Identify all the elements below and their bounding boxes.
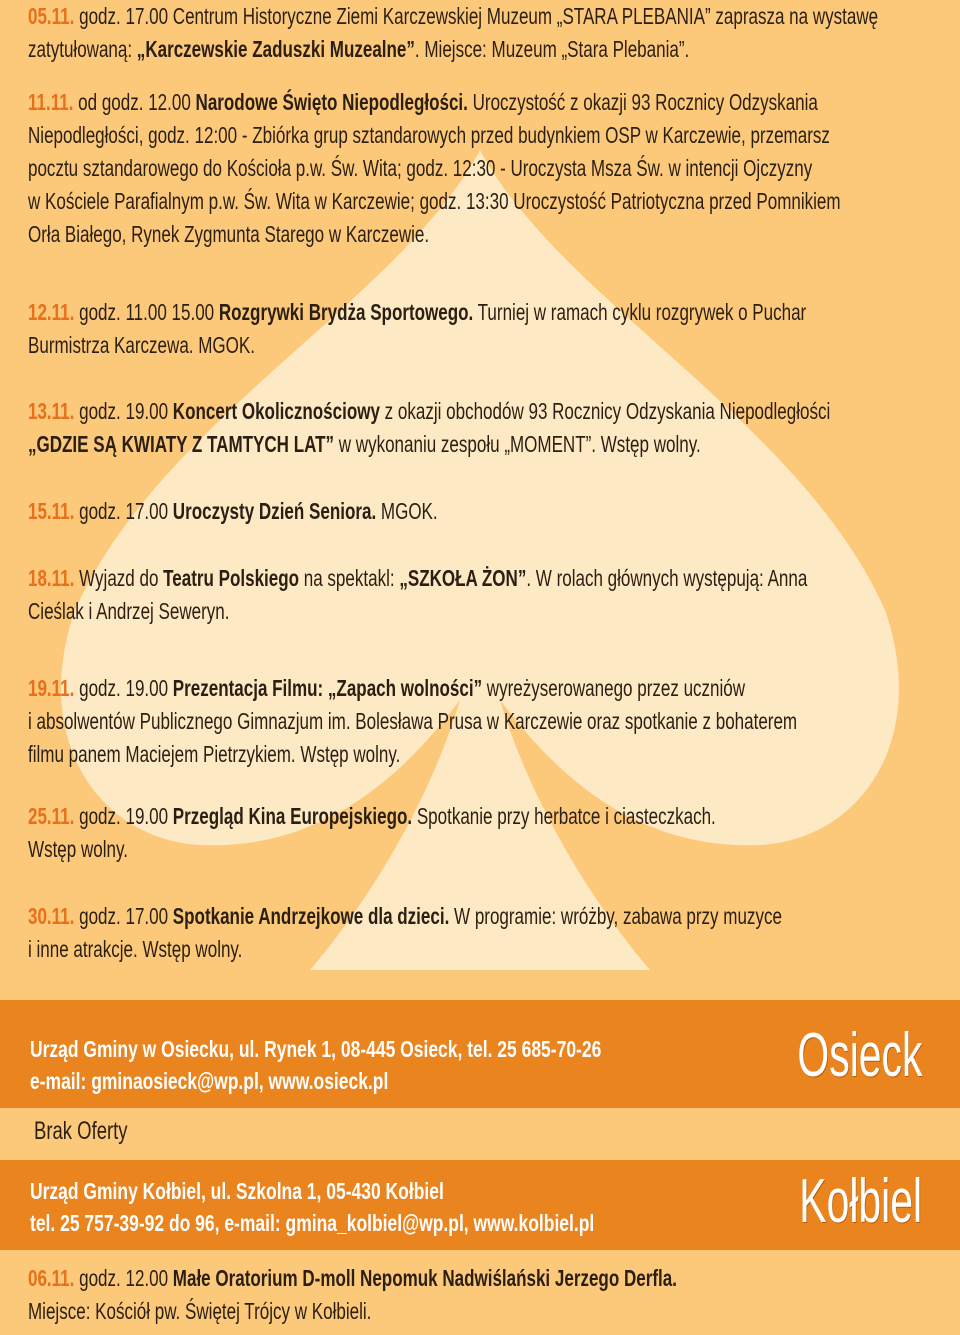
event-text: i inne atrakcje. Wstęp wolny. <box>28 936 243 962</box>
event-highlight: Rozgrywki Brydża Sportowego. <box>218 299 474 325</box>
kolbiel-contact: tel. 25 757-39-92 do 96, e-mail: gmina_kolbiel@wp.pl, www.kolbiel.pl <box>30 1210 595 1236</box>
osieck-contact: e-mail: gminaosieck@wp.pl, www.osieck.pl <box>30 1068 389 1094</box>
event-highlight: Narodowe Święto Niepodległości. <box>195 89 468 115</box>
event-date: 18.11. <box>28 565 75 591</box>
event-line <box>28 495 946 528</box>
event-text: Burmistrza Karczewa. MGOK. <box>28 332 255 358</box>
event-line <box>28 672 946 705</box>
event-line <box>28 595 946 628</box>
event-highlight: Małe Oratorium D-moll Nepomuk Nadwiślański Jerzego Derfla. <box>172 1265 677 1291</box>
event-block <box>28 900 946 966</box>
event-date: 25.11. <box>28 803 75 829</box>
event-text: . Miejsce: Muzeum „Stara Plebania”. <box>414 36 690 62</box>
event-text: filmu panem Maciejem Pietrzykiem. Wstęp wolny. <box>28 741 401 767</box>
event-date: 06.11. <box>28 1265 75 1291</box>
event-text: . W rolach głównych występują: Anna <box>526 565 808 591</box>
event-date: 15.11. <box>28 498 75 524</box>
kolbiel-address: Urząd Gminy Kołbiel, ul. Szkolna 1, 05-430 Kołbiel <box>30 1178 444 1204</box>
event-block <box>28 672 946 771</box>
event-block <box>28 86 946 251</box>
event-date: 05.11. <box>28 3 75 29</box>
event-highlight: „Karczewskie Zaduszki Muzealne” <box>136 36 415 62</box>
event-line <box>28 152 946 185</box>
osieck-no-offer: Brak Oferty <box>34 1117 128 1145</box>
osieck-band <box>0 1000 960 1108</box>
event-text: Wyjazd do <box>79 565 164 591</box>
event-line <box>28 218 946 251</box>
event-text: Spotkanie przy herbatce i ciasteczkach. <box>412 803 716 829</box>
event-line <box>28 738 946 771</box>
event-line <box>28 296 946 329</box>
event-text: na spektakl: <box>299 565 400 591</box>
event-block <box>28 395 946 461</box>
event-highlight: Spotkanie Andrzejkowe dla dzieci. <box>172 903 450 929</box>
event-line <box>28 900 946 933</box>
event-line <box>28 562 946 595</box>
event-line <box>28 185 946 218</box>
kolbiel-band <box>0 1160 960 1250</box>
event-text: MGOK. <box>376 498 438 524</box>
event-text: od godz. 12.00 <box>78 89 196 115</box>
event-text: Uroczystość z okazji 93 Rocznicy Odzyskania <box>467 89 818 115</box>
event-text: W programie: wróżby, zabawa przy muzyce <box>449 903 782 929</box>
event-line <box>28 0 946 33</box>
event-line <box>28 33 946 66</box>
event-text: Cieślak i Andrzej Seweryn. <box>28 598 230 624</box>
event-highlight: Koncert Okolicznościowy <box>172 398 380 424</box>
event-date: 30.11. <box>28 903 75 929</box>
event-text: godz. 19.00 <box>79 803 173 829</box>
event-block <box>28 495 946 528</box>
event-line <box>28 395 946 428</box>
event-highlight: Uroczysty Dzień Seniora. <box>172 498 377 524</box>
event-block <box>28 800 946 866</box>
event-date: 11.11. <box>28 89 74 115</box>
event-text: z okazji obchodów 93 Rocznicy Odzyskania Niepodległości <box>379 398 831 424</box>
osieck-address: Urząd Gminy w Osiecku, ul. Rynek 1, 08-445 Osieck, tel. 25 685-70-26 <box>30 1036 602 1062</box>
event-line <box>28 705 946 738</box>
event-date: 13.11. <box>28 398 75 424</box>
event-line <box>28 329 946 362</box>
event-text: godz. 17.00 <box>79 498 173 524</box>
event-text: godz. 19.00 <box>79 675 173 701</box>
event-line <box>28 1295 946 1328</box>
event-text: Orła Białego, Rynek Zygmunta Starego w Karczewie. <box>28 221 430 247</box>
osieck-town-title: Osieck <box>796 1021 922 1090</box>
event-block <box>28 1262 946 1328</box>
event-text: godz. 12.00 <box>79 1265 173 1291</box>
event-line <box>28 933 946 966</box>
event-text: Niepodległości, godz. 12:00 - Zbiórka grup sztandarowych przed budynkiem OSP w Karczewie, przemarsz <box>28 122 830 148</box>
event-highlight: „SZKOŁA ŻON” <box>399 565 527 591</box>
event-text: godz. 19.00 <box>79 398 173 424</box>
event-text: Turniej w ramach cyklu rozgrywek o Puchar <box>473 299 807 325</box>
event-text: godz. 17.00 <box>79 903 173 929</box>
event-text: Wstęp wolny. <box>28 836 128 862</box>
event-line <box>28 428 946 461</box>
event-text: godz. 17.00 Centrum Historyczne Ziemi Karczewskiej Muzeum „STARA PLEBANIA” zaprasza na wystawę <box>79 3 879 29</box>
event-line <box>28 119 946 152</box>
kolbiel-town-title: Kołbiel <box>799 1167 922 1236</box>
event-highlight: Teatru Polskiego <box>163 565 300 591</box>
event-line <box>28 1262 946 1295</box>
event-highlight: Prezentacja Filmu: „Zapach wolności” <box>172 675 483 701</box>
event-text: w wykonaniu zespołu „MOMENT”. Wstęp wolny. <box>334 431 701 457</box>
event-text: zatytułowaną: <box>28 36 137 62</box>
event-highlight: „GDZIE SĄ KWIATY Z TAMTYCH LAT” <box>28 431 335 457</box>
event-text: godz. 11.00 15.00 <box>79 299 219 325</box>
event-text: pocztu sztandarowego do Kościoła p.w. Św. Wita; godz. 12:30 - Uroczysta Msza Św. w intencji Ojczyzny <box>28 155 813 181</box>
event-line <box>28 833 946 866</box>
event-date: 19.11. <box>28 675 75 701</box>
event-date: 12.11. <box>28 299 75 325</box>
event-highlight: Przegląd Kina Europejskiego. <box>172 803 413 829</box>
event-text: i absolwentów Publicznego Gimnazjum im. Bolesława Prusa w Karczewie oraz spotkanie z bohaterem <box>28 708 798 734</box>
event-block <box>28 0 946 66</box>
event-line <box>28 800 946 833</box>
event-text: Miejsce: Kościół pw. Świętej Trójcy w Kołbieli. <box>28 1298 372 1324</box>
event-text: wyreżyserowanego przez uczniów <box>482 675 746 701</box>
event-text: w Kościele Parafialnym p.w. Św. Wita w Karczewie; godz. 13:30 Uroczystość Patriotyczna przed Pomnikiem <box>28 188 841 214</box>
event-line <box>28 86 946 119</box>
event-block <box>28 296 946 362</box>
event-block <box>28 562 946 628</box>
